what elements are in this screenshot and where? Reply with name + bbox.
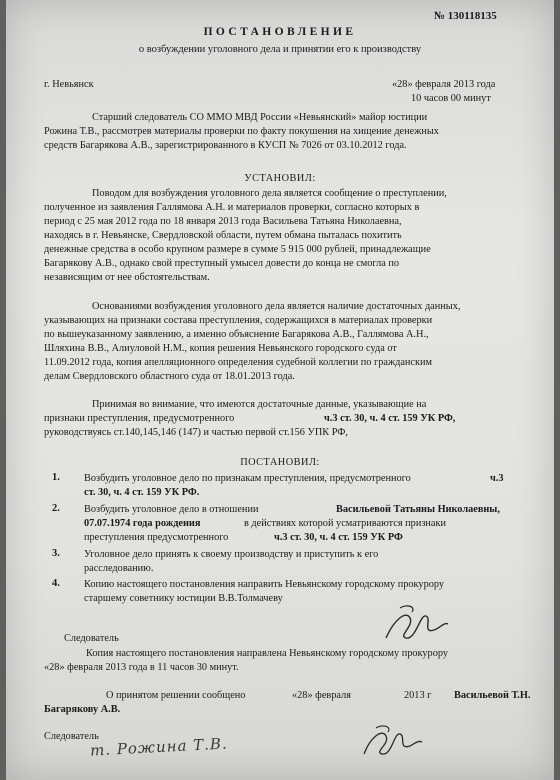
item-text-bold: ч.3 — [490, 473, 504, 484]
document-time: 10 часов 00 минут — [411, 93, 491, 104]
considering-line: руководствуясь ст.140,145,146 (147) и частью первой ст.156 УПК РФ, — [44, 427, 348, 438]
established-line: Багарякову А.В., однако свой преступный умысел довести до конца не смогла по — [44, 258, 400, 269]
item-text-bold: Васильевой Татьяны Николаевны, — [336, 504, 500, 515]
item-text: в действиях которой усматриваются признаки — [244, 518, 446, 529]
intro-line: средств Багарякова А.В., зарегистрированного в КУСП № 7026 от 03.10.2012 года. — [44, 140, 407, 151]
city: г. Невьянск — [44, 79, 94, 90]
document-date: «28» февраля 2013 года — [392, 79, 496, 90]
item-text: Возбудить уголовное дело по признакам преступления, предусмотренного — [84, 473, 411, 484]
grounds-line: Основаниями возбуждения уголовного дела является наличие достаточных данных, — [92, 301, 461, 312]
established-heading: УСТАНОВИЛ: — [244, 173, 316, 184]
item-text: расследованию. — [84, 563, 154, 574]
notify-text: О принятом решении сообщено — [106, 690, 246, 701]
notify-date: «28» февраля — [292, 690, 351, 701]
established-line: полученное из заявления Галлямова А.Н. и материалов проверки, согласно которых в — [44, 202, 420, 213]
document-subtitle: о возбуждении уголовного дела и принятии его к производству — [138, 44, 422, 55]
document-number: № 130118135 — [434, 10, 497, 22]
item-text-bold: ст. 30, ч. 4 ст. 159 УК РФ. — [84, 487, 200, 498]
established-line: денежные средства в особо крупном размере в сумме 5 915 000 рублей, принадлежащие — [44, 244, 431, 255]
notify-year: 2013 г — [404, 690, 432, 701]
document-page — [6, 0, 554, 780]
established-line: Поводом для возбуждения уголовного дела является сообщение о преступлении, — [92, 188, 447, 199]
intro-line: Старший следователь СО ММО МВД России «Невьянский» майор юстиции — [92, 112, 428, 123]
item-text: старшему советнику юстиции В.В.Толмачеву — [84, 593, 283, 604]
investigator-label: Следователь — [64, 633, 119, 644]
intro-line: Рожина Т.В., рассмотрев материалы проверки по факту покушения на хищение денежных — [44, 126, 439, 137]
item-text: Копию настоящего постановления направить Невьянскому городскому прокурору — [84, 579, 445, 590]
item-number: 4. — [52, 578, 60, 589]
established-line: период с 25 мая 2012 года по 18 января 2013 года Васильева Татьяна Николаевна, — [44, 216, 402, 227]
item-text: Уголовное дело принять к своему производству и приступить к его — [84, 549, 379, 560]
grounds-line: Шляхина В.В., Алиуловой Н.М., копия решения Невьянского городского суда от — [44, 343, 397, 354]
copy-sent-line: «28» февраля 2013 года в 11 часов 30 минут. — [44, 662, 239, 673]
handwritten-name: т. Рожина Т.В. — [89, 734, 229, 760]
investigator-label-2: Следователь — [44, 731, 99, 742]
signature-icon — [376, 600, 456, 650]
item-text: Возбудить уголовное дело в отношении — [84, 504, 259, 515]
established-line: находясь в г. Невьянске, Свердловской области, путем обмана пыталась похитить — [44, 230, 402, 241]
grounds-line: указывающих на признаки состава преступления, содержащихся в материалах проверки — [44, 315, 433, 326]
established-line: независящим от нее обстоятельствам. — [44, 272, 210, 283]
notify-person: Багарякову А.В. — [44, 704, 121, 715]
item-text-bold: ч.3 ст. 30, ч. 4 ст. 159 УК РФ — [274, 532, 403, 543]
considering-line: Принимая во внимание, что имеются достаточные данные, указывающие на — [92, 399, 427, 410]
signature-icon — [356, 720, 426, 766]
item-text-bold: 07.07.1974 года рождения — [84, 518, 201, 529]
grounds-line: делам Свердловского областного суда от 18.01.2013 года. — [44, 371, 295, 382]
grounds-line: 11.09.2012 года, копия апелляционного определения судебной коллегии по гражданским — [44, 357, 433, 368]
grounds-line: по вышеуказанному заявлению, а именно объяснение Багарякова А.В., Галлямова А.Н., — [44, 329, 429, 340]
copy-sent-line: Копия настоящего постановления направлена Невьянскому городскому прокурору — [86, 648, 449, 659]
document-title: ПОСТАНОВЛЕНИЕ — [203, 26, 357, 38]
item-number: 2. — [52, 503, 60, 514]
considering-article: ч.3 ст. 30, ч. 4 ст. 159 УК РФ, — [324, 413, 456, 424]
resolved-heading: ПОСТАНОВИЛ: — [240, 457, 320, 468]
considering-line: признаки преступления, предусмотренного — [44, 413, 235, 424]
notify-person: Васильевой Т.Н. — [454, 690, 531, 701]
item-text: преступления предусмотренного — [84, 532, 229, 543]
item-number: 3. — [52, 548, 60, 559]
item-number: 1. — [52, 472, 60, 483]
